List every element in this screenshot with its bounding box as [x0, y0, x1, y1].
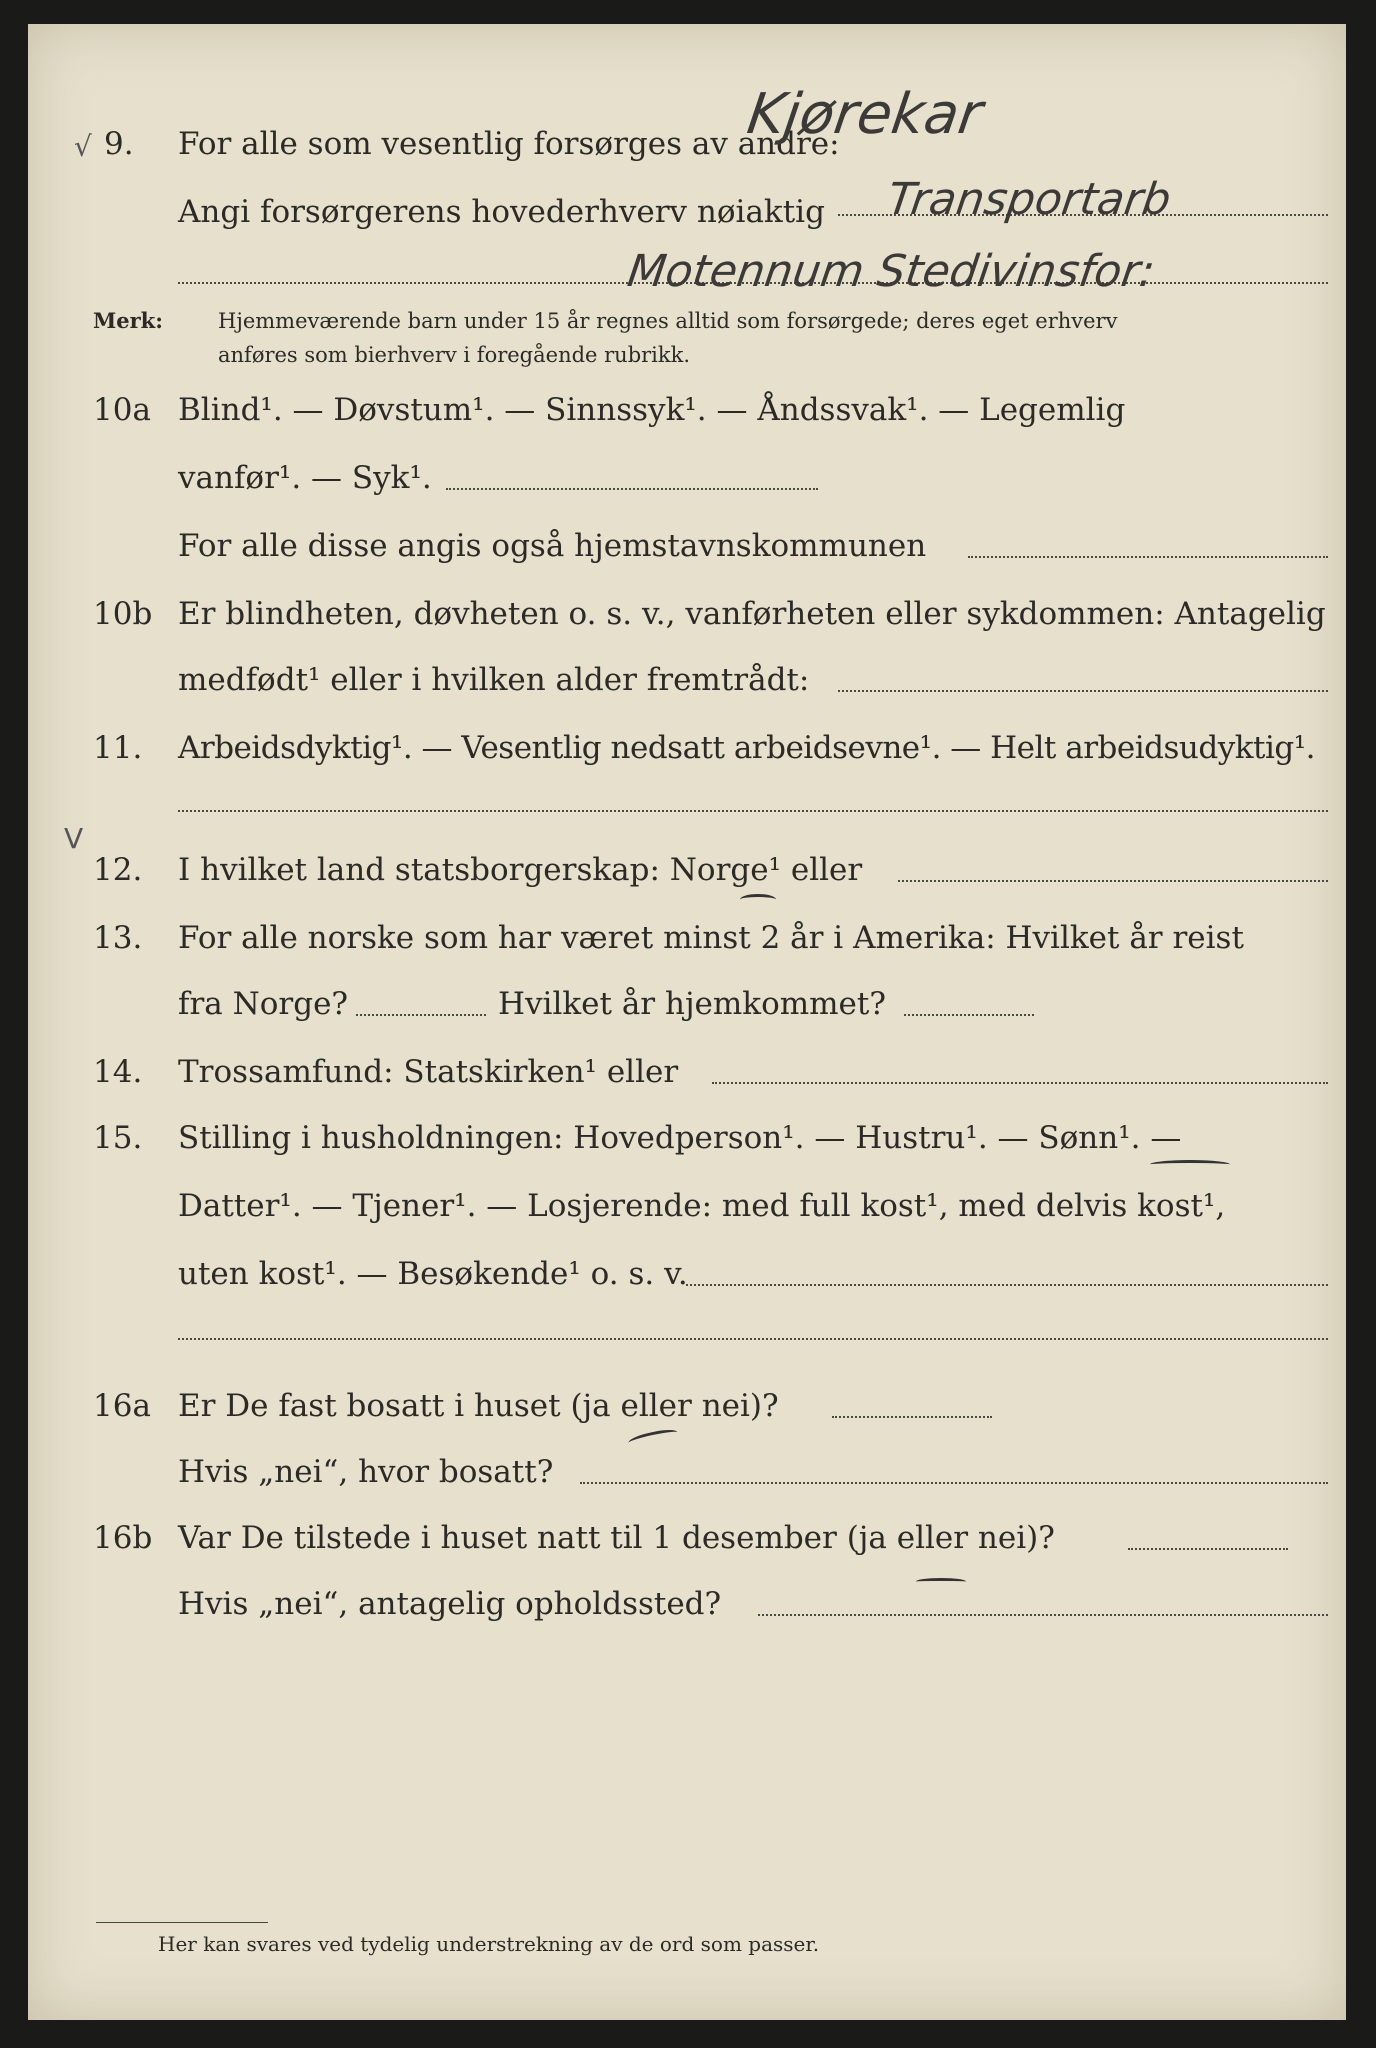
- question-15-number: 15.: [93, 1120, 143, 1156]
- answer-line-10b: [838, 690, 1328, 692]
- question-11-line1: Arbeidsdyktig¹. — Vesentlig nedsatt arbeidsevne¹. — Helt arbeidsudyktig¹.: [178, 730, 1316, 766]
- question-10b-line2: medfødt¹ eller i hvilken alder fremtrådt:: [178, 662, 810, 698]
- census-form-page: [28, 24, 1346, 2020]
- question-13-number: 13.: [93, 920, 143, 956]
- question-9-number: 9.: [104, 126, 134, 162]
- question-9-line2: Angi forsørgerens hovederhverv nøiaktig: [178, 194, 825, 230]
- answer-line-16a-where: [580, 1482, 1328, 1484]
- question-10b-line1: Er blindheten, døvheten o. s. v., vanførheten eller sykdommen: Antagelig: [178, 596, 1326, 632]
- answer-line-13a: [356, 1014, 486, 1016]
- question-12-line1: I hvilket land statsborgerskap: Norge¹ eller: [178, 852, 863, 888]
- question-10a-number: 10a: [93, 392, 151, 428]
- answer-line-16a: [832, 1416, 992, 1418]
- check-mark-9: √: [74, 130, 92, 163]
- question-14-line1: Trossamfund: Statskirken¹ eller: [178, 1054, 679, 1090]
- note-label: Merk:: [93, 308, 163, 333]
- footnote-rule: [96, 1922, 268, 1923]
- note-line2: anføres som bierhverv i foregående rubrikk.: [218, 343, 691, 367]
- question-15-line3: uten kost¹. — Besøkende¹ o. s. v.: [178, 1256, 688, 1292]
- answer-line-11: [178, 810, 1328, 812]
- question-16a-number: 16a: [93, 1388, 151, 1424]
- underline-sonn: [1150, 1160, 1230, 1169]
- question-16a-line1: Er De fast bosatt i huset (ja eller nei)?: [178, 1388, 779, 1424]
- answer-line-12: [898, 880, 1328, 882]
- handwritten-employer-type: Transportarb: [884, 174, 1175, 225]
- question-9-line1: For alle som vesentlig forsørges av andre:: [178, 126, 840, 162]
- question-16a-line2: Hvis „nei“, hvor bosatt?: [178, 1454, 554, 1490]
- underline-norge: [740, 894, 776, 905]
- question-16b-number: 16b: [93, 1520, 153, 1556]
- question-13-line2a: fra Norge?: [178, 986, 349, 1022]
- answer-line-13b: [904, 1014, 1034, 1016]
- answer-line-16b-place: [758, 1614, 1328, 1616]
- answer-line-14: [712, 1082, 1328, 1084]
- question-12-number: 12.: [93, 852, 143, 888]
- question-13-line1: For alle norske som har været minst 2 år i Amerika: Hvilket år reist: [178, 920, 1244, 956]
- check-mark-12: V: [64, 822, 84, 855]
- question-13-line2b: Hvilket år hjemkommet?: [498, 986, 886, 1022]
- handwritten-employer-name: Motennum Stedivinsfor:: [624, 246, 1159, 297]
- handwritten-occupation: Kjørekar: [743, 82, 987, 147]
- question-10a-line3: For alle disse angis også hjemstavnskommunen: [178, 528, 927, 564]
- dash-mark-16b: [916, 1578, 966, 1585]
- question-15-line1: Stilling i husholdningen: Hovedperson¹. — Hustru¹. — Sønn¹. —: [178, 1120, 1182, 1156]
- question-15-line2: Datter¹. — Tjener¹. — Losjerende: med full kost¹, med delvis kost¹,: [178, 1188, 1226, 1224]
- answer-line-10a: [446, 488, 818, 490]
- underline-ja: [627, 1427, 678, 1448]
- question-14-number: 14.: [93, 1054, 143, 1090]
- answer-line-15a: [686, 1284, 1328, 1286]
- answer-line-15b: [178, 1338, 1328, 1340]
- answer-line-16b: [1128, 1548, 1288, 1550]
- note-line1: Hjemmeværende barn under 15 år regnes alltid som forsørgede; deres eget erhverv: [218, 309, 1118, 333]
- question-16b-line1: Var De tilstede i huset natt til 1 desember (ja eller nei)?: [178, 1520, 1055, 1556]
- question-10a-line2: vanfør¹. — Syk¹.: [178, 460, 432, 496]
- footnote-text: Her kan svares ved tydelig understrekning av de ord som passer.: [158, 1932, 820, 1956]
- answer-line-10a-home: [968, 556, 1328, 558]
- question-16b-line2: Hvis „nei“, antagelig opholdssted?: [178, 1586, 722, 1622]
- question-11-number: 11.: [93, 730, 143, 766]
- question-10b-number: 10b: [93, 596, 153, 632]
- question-10a-line1: Blind¹. — Døvstum¹. — Sinnssyk¹. — Åndssvak¹. — Legemlig: [178, 392, 1126, 428]
